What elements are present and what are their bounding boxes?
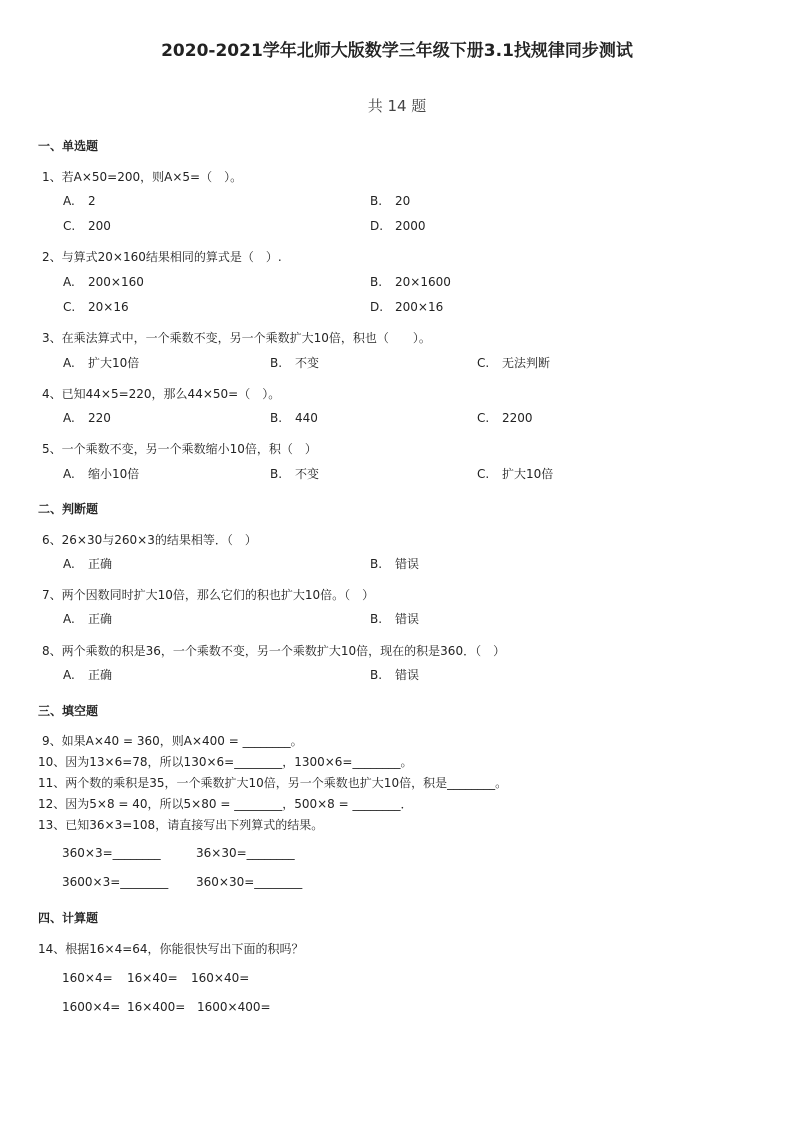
expression: 36×30=________ <box>196 846 295 860</box>
option-b[interactable] <box>270 410 318 426</box>
question-9: 9、如果A×40 = 360，则A×400 = ________。 <box>42 734 303 748</box>
option-b[interactable] <box>370 274 451 290</box>
option-letter: A. <box>63 612 75 626</box>
option-text: 无法判断 <box>502 356 551 370</box>
option-text: 扩大10倍 <box>502 467 554 481</box>
question-4: 4、已知44×5=220，那么44×50=（ ）。 <box>42 387 281 401</box>
option-d[interactable] <box>370 299 443 315</box>
option-letter: B. <box>370 194 383 208</box>
option-letter: D. <box>370 300 384 314</box>
option-letter: B. <box>270 411 283 425</box>
expression: 160×40= <box>191 971 250 985</box>
option-text: 440 <box>295 411 318 425</box>
question-11: 11、两个数的乘积是35，一个乘数扩大10倍，另一个乘数也扩大10倍，积是________。 <box>38 776 508 790</box>
expression: 3600×3=________ <box>62 875 169 889</box>
question-8: 8、两个乘数的积是36，一个乘数不变，另一个乘数扩大10倍，现在的积是360．（ ） <box>42 644 506 658</box>
option-a[interactable] <box>63 274 144 290</box>
option-a[interactable] <box>63 193 96 209</box>
option-letter: D. <box>370 219 384 233</box>
page-title: 2020-2021学年北师大版数学三年级下册3.1找规律同步测试 <box>161 41 633 61</box>
option-text: 正确 <box>88 612 113 626</box>
option-text: 20×16 <box>88 300 129 314</box>
question-10: 10、因为13×6=78，所以130×6=________，1300×6=________。 <box>38 755 413 769</box>
expression: 1600×4= <box>62 1000 121 1014</box>
question-6: 6、26×30与260×3的结果相等．（ ） <box>42 533 257 547</box>
option-letter: B. <box>370 557 383 571</box>
question-2: 2、与算式20×160结果相同的算式是（ ）. <box>42 250 282 264</box>
option-letter: B. <box>270 356 283 370</box>
option-text: 20×1600 <box>395 275 451 289</box>
option-c[interactable] <box>477 355 550 371</box>
option-text: 20 <box>395 194 411 208</box>
option-c[interactable] <box>63 299 129 315</box>
option-letter: C. <box>477 467 490 481</box>
question-3: 3、在乘法算式中，一个乘数不变，另一个乘数扩大10倍，积也（ ）。 <box>42 331 431 345</box>
option-a[interactable] <box>63 466 139 482</box>
option-a[interactable] <box>63 410 111 426</box>
option-text: 2000 <box>395 219 426 233</box>
expression: 360×30=________ <box>196 875 303 889</box>
expression: 160×4= <box>62 971 113 985</box>
option-b[interactable] <box>370 611 419 627</box>
option-text: 200×160 <box>88 275 144 289</box>
option-letter: A. <box>63 275 75 289</box>
option-text: 2 <box>88 194 96 208</box>
option-b[interactable] <box>270 355 319 371</box>
option-a[interactable] <box>63 556 112 572</box>
option-letter: C. <box>477 356 490 370</box>
section-heading-fill-blank: 三、填空题 <box>38 704 99 718</box>
option-letter: C. <box>477 411 490 425</box>
option-letter: C. <box>63 219 76 233</box>
option-text: 2200 <box>502 411 533 425</box>
option-letter: B. <box>370 668 383 682</box>
option-text: 不变 <box>295 356 320 370</box>
expression: 360×3=________ <box>62 846 161 860</box>
section-heading-true-false: 二、判断题 <box>38 502 99 516</box>
question-12: 12、因为5×8 = 40，所以5×80 = ________，500×8 = ________． <box>38 797 413 811</box>
option-text: 200×16 <box>395 300 444 314</box>
option-c[interactable] <box>477 466 553 482</box>
option-b[interactable] <box>370 193 410 209</box>
option-text: 错误 <box>395 612 420 626</box>
expression: 16×400= <box>127 1000 186 1014</box>
question-14: 14、根据16×4=64，你能很快写出下面的积吗？ <box>38 942 304 956</box>
option-text: 扩大10倍 <box>88 356 140 370</box>
expression: 1600×400= <box>197 1000 271 1014</box>
option-text: 缩小10倍 <box>88 467 140 481</box>
option-b[interactable] <box>270 466 319 482</box>
option-text: 200 <box>88 219 111 233</box>
option-b[interactable] <box>370 556 419 572</box>
option-text: 正确 <box>88 557 113 571</box>
question-7: 7、两个因数同时扩大10倍，那么它们的积也扩大10倍。（ ） <box>42 588 375 602</box>
option-letter: A. <box>63 668 75 682</box>
option-letter: A. <box>63 411 75 425</box>
option-letter: B. <box>270 467 283 481</box>
expression: 16×40= <box>127 971 178 985</box>
option-text: 不变 <box>295 467 320 481</box>
option-letter: A. <box>63 467 75 481</box>
option-text: 正确 <box>88 668 113 682</box>
option-letter: A. <box>63 557 75 571</box>
option-text: 错误 <box>395 557 420 571</box>
question-13: 13、已知36×3=108，请直接写出下列算式的结果。 <box>38 818 324 832</box>
option-c[interactable] <box>477 410 533 426</box>
section-heading-calculation: 四、计算题 <box>38 911 99 925</box>
option-a[interactable] <box>63 611 112 627</box>
option-text: 错误 <box>395 668 420 682</box>
question-1: 1、若A×50=200，则A×5=（ ）。 <box>42 170 243 184</box>
option-letter: C. <box>63 300 76 314</box>
option-text: 220 <box>88 411 111 425</box>
option-a[interactable] <box>63 355 139 371</box>
option-c[interactable] <box>63 218 111 234</box>
option-a[interactable] <box>63 667 112 683</box>
option-d[interactable] <box>370 218 426 234</box>
option-letter: B. <box>370 612 383 626</box>
option-letter: A. <box>63 356 75 370</box>
question-5: 5、一个乘数不变，另一个乘数缩小10倍，积（ ） <box>42 442 317 456</box>
option-letter: B. <box>370 275 383 289</box>
question-count: 共 14 题 <box>367 97 427 115</box>
section-heading-single-choice: 一、单选题 <box>38 139 99 153</box>
option-b[interactable] <box>370 667 419 683</box>
option-letter: A. <box>63 194 75 208</box>
